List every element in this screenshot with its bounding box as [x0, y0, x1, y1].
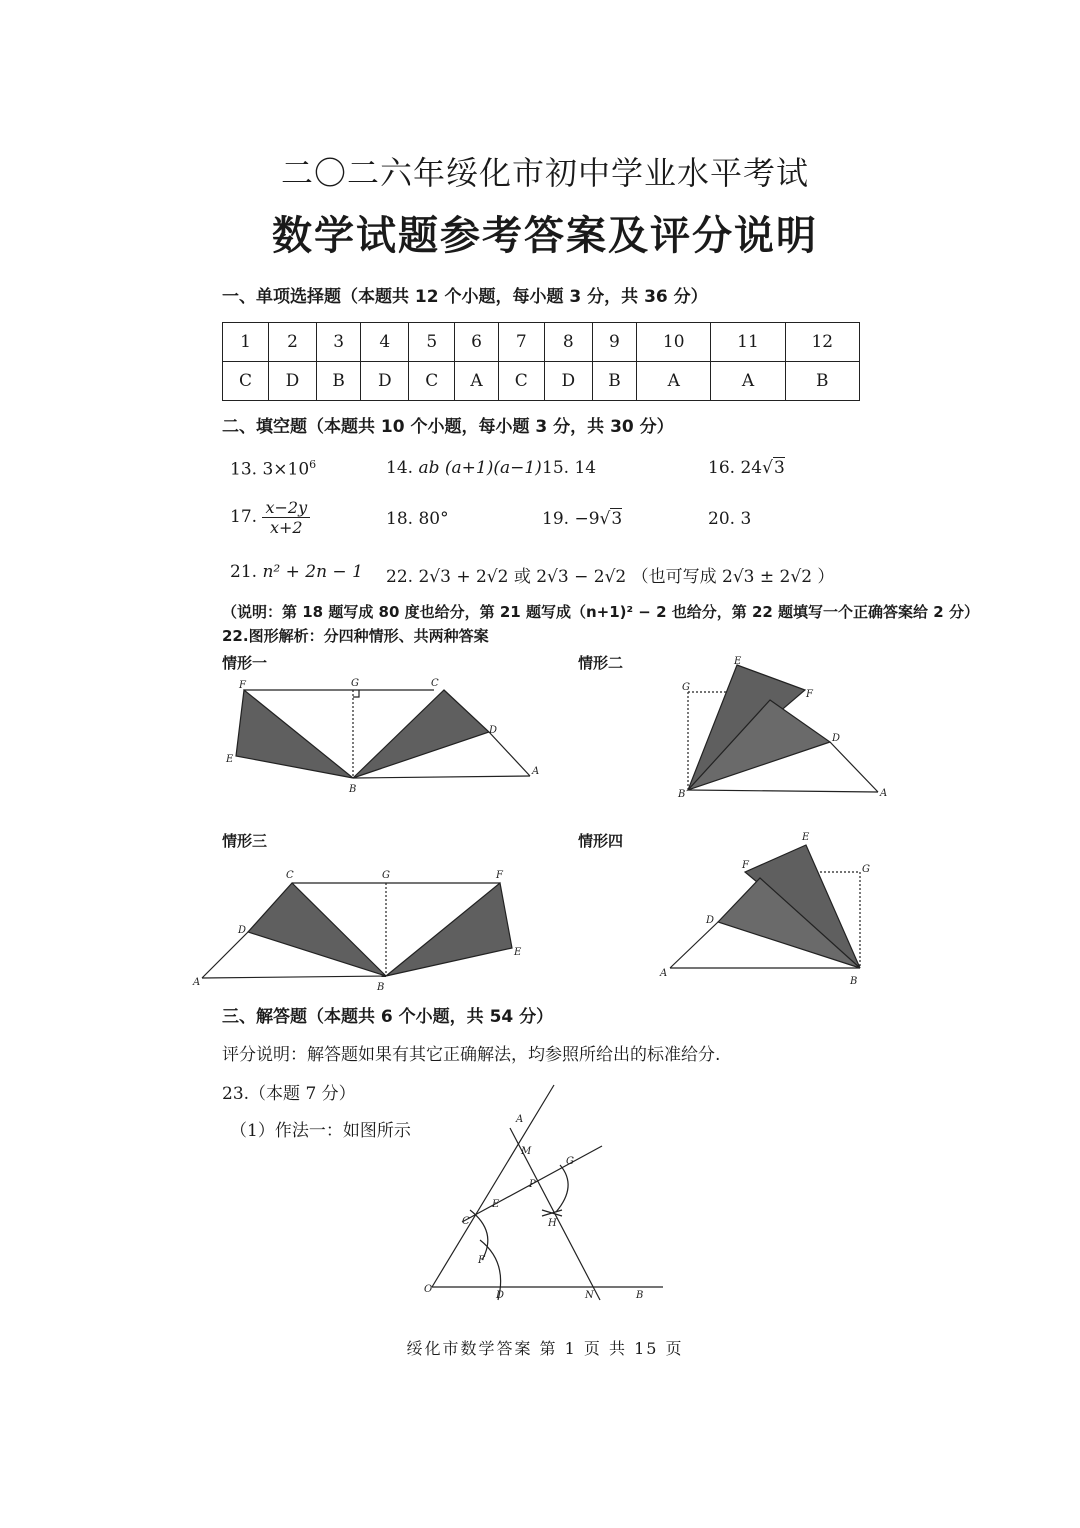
- section2-heading: 二、填空题（本题共 10 个小题，每小题 3 分，共 30 分）: [222, 417, 674, 437]
- figure-label: G: [382, 870, 390, 881]
- table-cell: D: [268, 362, 316, 401]
- figure-label: B: [349, 784, 357, 795]
- table-cell: 10: [637, 323, 711, 362]
- case2-caption: 情形二: [578, 654, 624, 672]
- figure-label: F: [806, 689, 813, 700]
- shaded-triangle: [236, 690, 353, 778]
- figure-label: H: [548, 1218, 557, 1229]
- shaded-triangle: [386, 883, 512, 976]
- figure-label: C: [431, 678, 439, 689]
- figure-label: E: [734, 656, 742, 667]
- figure-label: D: [238, 925, 247, 936]
- answer-value: 3×10: [262, 459, 310, 480]
- table-cell: 5: [409, 323, 455, 362]
- answer-value: −9: [574, 509, 600, 529]
- figure-label: F: [742, 860, 749, 871]
- case2-figure: [677, 656, 887, 800]
- fraction-denominator: x+2: [269, 518, 303, 537]
- figure-label: A: [880, 788, 888, 799]
- table-cell: 6: [455, 323, 499, 362]
- figure-label: D: [706, 915, 715, 926]
- table-cell: 3: [316, 323, 360, 362]
- table-cell: 1: [223, 323, 269, 362]
- answer-value: 80°: [418, 509, 449, 529]
- figure-label: D: [496, 1290, 505, 1301]
- answer-label: 15.: [542, 458, 570, 478]
- figure-analysis-note: 22.图形解析：分四种情形、共两种答案: [222, 627, 489, 645]
- figure-label: G: [351, 678, 359, 689]
- figure-label: G: [566, 1156, 574, 1167]
- case3-figure: [192, 870, 522, 993]
- answer-label: 19.: [542, 509, 570, 529]
- case1-figure: [225, 678, 539, 795]
- figure-line: [670, 922, 718, 968]
- figure-label: E: [514, 947, 522, 958]
- figure-label: A: [516, 1114, 524, 1125]
- figure-label: N: [585, 1290, 594, 1301]
- figure-line: [489, 732, 530, 776]
- section3-heading: 三、解答题（本题共 6 个小题，共 54 分）: [222, 1007, 554, 1027]
- answer-label: 20.: [708, 509, 736, 529]
- answer-16: 16. 24√3: [708, 458, 785, 478]
- case4-figure: [659, 832, 870, 987]
- figure-label: F: [239, 680, 246, 691]
- answer-label: 13.: [230, 459, 258, 480]
- figure-label: C: [462, 1216, 470, 1227]
- case4-caption: 情形四: [578, 832, 624, 850]
- figure-label: B: [636, 1290, 644, 1301]
- answer-radicand: 3: [611, 509, 623, 529]
- figure-line: [202, 932, 248, 978]
- section1-heading: 一、单项选择题（本题共 12 个小题，每小题 3 分，共 36 分）: [222, 287, 708, 307]
- answer-value: ab (a+1)(a−1): [418, 458, 542, 478]
- figure-line: [202, 976, 386, 978]
- page-footer: 绥化市数学答案 第 1 页 共 15 页: [406, 1339, 684, 1358]
- figure-label: G: [862, 864, 870, 875]
- answer-label: 14.: [386, 458, 414, 478]
- table-cell: C: [223, 362, 269, 401]
- figure-label: D: [489, 725, 498, 736]
- answer-label: 17.: [230, 507, 258, 527]
- figure-label: E: [802, 832, 810, 843]
- construction-arc: [470, 1210, 488, 1260]
- fraction-numerator: x−2y: [262, 498, 310, 518]
- scoring-note: （说明：第 18 题写成 80 度也给分，第 21 题写成（n+1)² − 2 也给分，第 22 题填写一个正确答案给 2 分）: [222, 603, 979, 621]
- figure-right-angle: [353, 690, 359, 697]
- answer-value: 24: [740, 458, 763, 478]
- figure-label: F: [496, 870, 503, 881]
- construction-figure: [424, 1085, 663, 1301]
- table-cell: A: [637, 362, 711, 401]
- table-cell: B: [785, 362, 859, 401]
- answer-19: 19. −9√3: [542, 509, 623, 529]
- answer-exponent: 6: [309, 458, 317, 471]
- figure-line: [830, 742, 878, 792]
- table-cell: B: [592, 362, 636, 401]
- figure-label: F: [478, 1255, 485, 1266]
- table-cell: D: [544, 362, 592, 401]
- table-cell: 11: [711, 323, 785, 362]
- table-cell: A: [711, 362, 785, 401]
- answer-label: 22.: [386, 567, 414, 587]
- table-cell: C: [498, 362, 544, 401]
- answer-value: 3: [740, 509, 752, 529]
- answer-radicand: 3: [773, 458, 785, 478]
- shaded-triangle: [353, 690, 489, 778]
- figure-label: O: [424, 1284, 433, 1295]
- table-cell: D: [361, 362, 409, 401]
- answer-label: 18.: [386, 509, 414, 529]
- case1-caption: 情形一: [222, 654, 268, 672]
- shaded-triangle: [248, 883, 386, 976]
- question-23-part1: （1）作法一：如图所示: [230, 1121, 411, 1141]
- table-cell: 12: [785, 323, 859, 362]
- grading-rule: 评分说明：解答题如果有其它正确解法，均参照所给出的标准给分.: [222, 1045, 721, 1065]
- figure-label: C: [286, 870, 294, 881]
- figure-label: A: [532, 766, 540, 777]
- answer-value: n² + 2n − 1: [262, 562, 363, 582]
- figure-label: A: [660, 968, 668, 979]
- figure-label: E: [226, 754, 234, 765]
- figure-label: M: [521, 1146, 532, 1157]
- table-cell: A: [455, 362, 499, 401]
- figure-label: P: [529, 1179, 536, 1190]
- page-subtitle: 数学试题参考答案及评分说明: [272, 213, 818, 259]
- table-cell: 9: [592, 323, 636, 362]
- table-cell: C: [409, 362, 455, 401]
- answer-value: 2√3 + 2√2 或 2√3 − 2√2 （也可写成 2√3 ± 2√2 ）: [418, 567, 835, 587]
- answer-label: 21.: [230, 562, 258, 582]
- figure-label: A: [193, 977, 201, 988]
- figure-label: E: [492, 1199, 500, 1210]
- figure-line: [688, 790, 878, 792]
- table-cell: 2: [268, 323, 316, 362]
- table-cell: B: [316, 362, 360, 401]
- figure-line: [353, 776, 530, 778]
- figure-label: G: [682, 682, 690, 693]
- answer-value: 14: [574, 458, 597, 478]
- answer-label: 16.: [708, 458, 736, 478]
- table-cell: 8: [544, 323, 592, 362]
- figure-label: B: [678, 789, 686, 800]
- figure-label: B: [850, 976, 858, 987]
- figure-label: D: [832, 733, 841, 744]
- page-title: 二〇二六年绥化市初中学业水平考试: [280, 154, 809, 192]
- figure-label: B: [377, 982, 385, 993]
- table-cell: 7: [498, 323, 544, 362]
- table-cell: 4: [361, 323, 409, 362]
- question-23-heading: 23.（本题 7 分）: [222, 1084, 356, 1104]
- case3-caption: 情形三: [222, 832, 268, 850]
- construction-arc: [556, 1165, 568, 1212]
